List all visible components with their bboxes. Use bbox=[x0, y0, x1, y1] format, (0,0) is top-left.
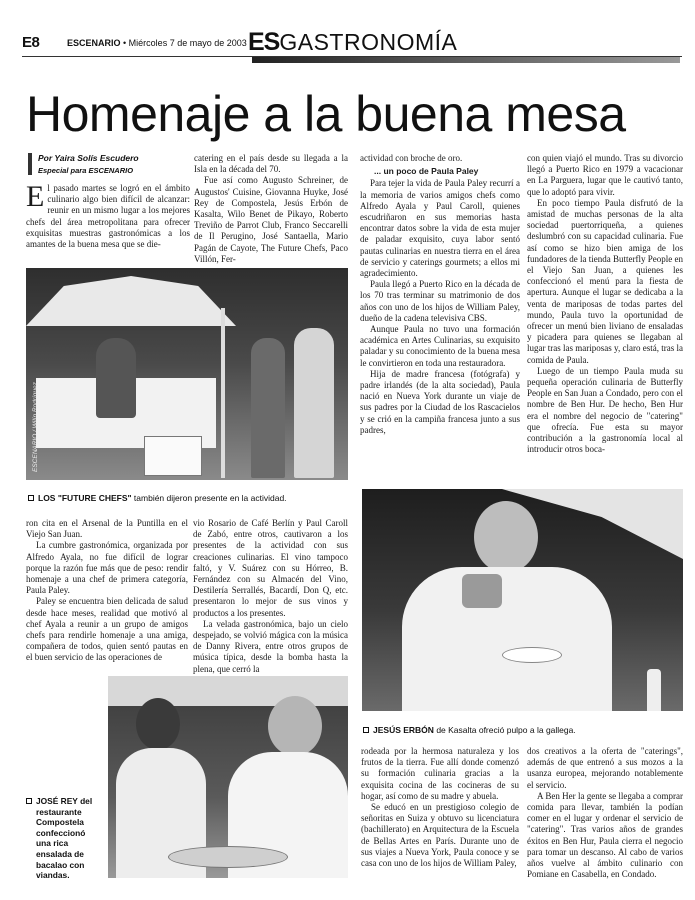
subheading: ... un poco de Paula Paley bbox=[374, 166, 479, 177]
article-column-5 bbox=[26, 518, 188, 664]
paragraph: Se educó en un prestigioso colegio de señoritas en Suiza y obtuvo su licenciatura (bachillerato) en Arquitectura de la Escuela de Bellas Artes en París. Durante uno de sus viajes a Nueva York, Paula conoce y se casa con uno de los hijos de William Paley, bbox=[361, 802, 519, 869]
woman-head bbox=[136, 698, 180, 750]
caption-box-icon bbox=[28, 495, 34, 501]
caption-future-chefs bbox=[28, 493, 348, 504]
chef-head bbox=[268, 696, 322, 756]
page-header bbox=[22, 28, 682, 56]
section-name: GASTRONOMÍA bbox=[279, 29, 458, 55]
issue-meta bbox=[67, 38, 247, 48]
serving-pan bbox=[462, 574, 502, 608]
caption-line bbox=[26, 796, 106, 807]
header-gradient-bar bbox=[252, 57, 680, 63]
byline-bar bbox=[28, 153, 32, 175]
caption-lead: LOS "FUTURE CHEFS" bbox=[38, 493, 132, 503]
caption-line: confeccionó bbox=[36, 827, 86, 838]
paragraph: Fue así como Augusto Schreiner, de Augustos' Cuisine, Giovanna Huyke, José Rey de Compostela, Jesús Erbón de Kasalta, Wilo Benet de Pikayo, Roberto Treviño de Parrot Club, Franco Seccarelli de Il Perugino, José Santaella, Mario Pagán de Cayote, The Future Chefs, Paco Villón, Fer- bbox=[194, 175, 348, 264]
caption-box-icon bbox=[363, 727, 369, 733]
article-column-1 bbox=[26, 180, 190, 263]
article-column-2 bbox=[194, 153, 348, 265]
paragraph: A Ben Her la gente se llegaba a comprar comida para llevar, también la podían comer en el lugar y ordenar el servicio de "catering". Tras varios años de grandes éxitos en Ben Hur, Paula cierra el negocio para tomar un descanso. Al cabo de varios años vuelve al ámbito culinario con Pomiane en Casabella, en Condado. bbox=[527, 790, 683, 880]
caption-jose-rey bbox=[26, 796, 106, 881]
paragraph: ron cita en el Arsenal de la Puntilla en el Viejo San Juan. bbox=[26, 518, 188, 540]
publication-name: ESCENARIO bbox=[67, 38, 121, 48]
photo-credit: ESCENARIO / Wilín Rodríguez bbox=[32, 382, 39, 472]
serving-platter bbox=[168, 846, 288, 868]
paragraph: catering en el país desde su llegada a la Isla en la década del 70. bbox=[194, 153, 348, 175]
article-column-3 bbox=[360, 153, 520, 481]
caption-jesus-erbon bbox=[363, 725, 683, 736]
article-column-4 bbox=[527, 153, 683, 481]
tent-canopy bbox=[26, 276, 236, 326]
flag-box bbox=[144, 436, 202, 476]
article-column-8 bbox=[527, 746, 683, 886]
serving-plate bbox=[502, 647, 562, 663]
paragraph: l pasado martes se logró en el ámbito culinario algo bien difícil de alcanzar: reunir en un mismo lugar a los mejores chefs del área metropolitana para ofrecer exquisitas muestras gastronómicas a los amantes de la buena mesa que se die- bbox=[26, 183, 190, 250]
caption-text: también dijeron presente en la actividad. bbox=[133, 493, 287, 503]
byline-author: Por Yaira Solís Escudero bbox=[38, 153, 139, 163]
paragraph: Paula llegó a Puerto Rico en la década de los 70 tras terminar su matrimonio de dos años con uno de los hijos de William Paley, dueño de la cadena televisiva CBS. bbox=[360, 279, 520, 323]
caption-line: bacalao con bbox=[36, 859, 85, 870]
section-title bbox=[248, 28, 457, 57]
person-silhouette bbox=[96, 338, 136, 418]
person-silhouette bbox=[294, 328, 334, 478]
caption-box-icon bbox=[26, 798, 32, 804]
caption-lead: JESÚS ERBÓN bbox=[373, 725, 434, 735]
photo-future-chefs bbox=[26, 268, 348, 480]
chef-jacket bbox=[402, 567, 612, 711]
headline: Homenaje a la buena mesa bbox=[26, 86, 626, 142]
paragraph: Aunque Paula no tuvo una formación académica en Artes Culinarias, su exquisito paladar y su conocimiento de la buena mesa le convirtieron en toda una restauradora. bbox=[360, 324, 520, 368]
paragraph: rodeada por la hermosa naturaleza y los frutos de la tierra. Fue allí donde comenzó su formación culinaria gracias a la exquisita cocina de las cocineras de su hogar, así como de su madre y abuela. bbox=[361, 746, 519, 801]
caption-line: viandas. bbox=[36, 870, 70, 881]
paragraph: dos creativos a la oferta de "caterings", además de que entrenó a sus mozos a la usanza europea, mejorando notablemente el servicio. bbox=[527, 746, 683, 790]
drop-cap: E bbox=[26, 180, 45, 213]
caption-text: de Kasalta ofreció pulpo a la gallega. bbox=[436, 725, 576, 735]
person-silhouette bbox=[251, 338, 285, 478]
page-number: E8 bbox=[22, 34, 40, 51]
section-brand: ES bbox=[248, 28, 280, 56]
paragraph: Luego de un tiempo Paula muda su pequeña operación culinaria de Butterfly People en San Juan a Condado, pero con el nombre de Ben Hur. De hecho, Ben Hur era el nombre del negocio de "catering" que ofrecía. Fue esta su mayor contribución a la gastronomía local al introducir otros boca- bbox=[527, 365, 683, 455]
paragraph: Hija de madre francesa (fotógrafa) y padre irlandés (de la alta sociedad), Paula nació en Nueva York durante un viaje de sus padres por la Ciudad de los Rascacielos y se crió en la campiña francesa junto a sus padres, bbox=[360, 368, 520, 435]
caption-line: restaurante bbox=[36, 806, 82, 817]
paragraph: La velada gastronómica, bajo un cielo despejado, se volvió mágica con la música de Danny Rivera, entre otros grupos de música típica, desde la bomba hasta la plena, que cerró la bbox=[193, 618, 348, 674]
chef-head bbox=[474, 501, 538, 573]
paragraph: actividad con broche de oro. bbox=[360, 153, 463, 163]
article-column-7 bbox=[361, 746, 519, 886]
caption-line: Compostela bbox=[36, 817, 84, 828]
paragraph: con quien viajó el mundo. Tras su divorcio llegó a Puerto Rico en 1979 a vacacionar en La Parguera, lugar que le cautivó tanto, que lo adoptó para vivir. bbox=[527, 153, 683, 197]
caption-lead: JOSÉ REY del bbox=[36, 796, 93, 806]
article-column-6 bbox=[193, 518, 348, 674]
paragraph: Paley se encuentra bien delicada de salud desde hace meses, realidad que motivó al chef Ayala a reunir a un grupo de amigos chefs para rendirle homenaje a una amiga, compañera de todos, quien sentó pautas en el buen servicio de las operaciones de bbox=[26, 596, 188, 663]
photo-jesus-erbon bbox=[362, 489, 683, 711]
tent-pole bbox=[221, 308, 225, 478]
paragraph: vio Rosario de Café Berlín y Paul Caroll de Zabó, entre otros, cautivaron a los presentes de la actividad con sus creaciones culinarias. El vino tampoco faltó, y V. Suárez con su Hórreo, B. Fernández con su Almacén del Vino, Destilería Serrallés, Bacardí, Don Q, etc. presentaron lo mejor de sus vinos y productos a los presentes. bbox=[193, 518, 348, 618]
issue-date: • Miércoles 7 de mayo de 2003 bbox=[123, 38, 247, 48]
caption-line: ensalada de bbox=[36, 848, 84, 859]
caption-line: una rica bbox=[36, 838, 69, 849]
tent-canopy bbox=[108, 676, 348, 706]
photo-jose-rey bbox=[108, 676, 348, 878]
paragraph: La cumbre gastronómica, organizada por Alfredo Ayala, no fue difícil de lograr porque la razón fue más que de peso: rendir homenaje a una chef de primera categoría, Paula Paley. bbox=[26, 540, 188, 596]
paragraph: Para tejer la vida de Paula Paley recurrí a la memoria de varios amigos chefs como Alfredo Ayala y Paul Caroll, quienes escudriñaron en sus memorias hasta encontrar datos sobre la vida de esta mujer de paladar exquisito, cuya labor sentó pautas culinarias en nuestra tierra en el área de servicio y caterings gourmets; a ellos mi agradecimiento. bbox=[360, 178, 520, 279]
byline-role: Especial para ESCENARIO bbox=[38, 166, 134, 175]
bottle bbox=[647, 669, 661, 711]
paragraph: En poco tiempo Paula disfrutó de la amistad de muchas personas de la alta sociedad puertorriqueña, a quienes deslumbró con su capacidad culinaria. Fue así como se hizo bien amiga de los fundadores de la tienda Butterfly People en el Viejo San Juan, a quienes les confeccionó el menú para la fiesta de apertura. Aunque el lugar se dedicaba a la venta de mariposas de todas partes del mundo, Paula tuvo la oportunidad de ofrecer un menú bien liviano de ensaladas y picadera para quienes se llegaban al lugar tras las mariposas y, claro está, tras la comida de Paula. bbox=[527, 197, 683, 365]
